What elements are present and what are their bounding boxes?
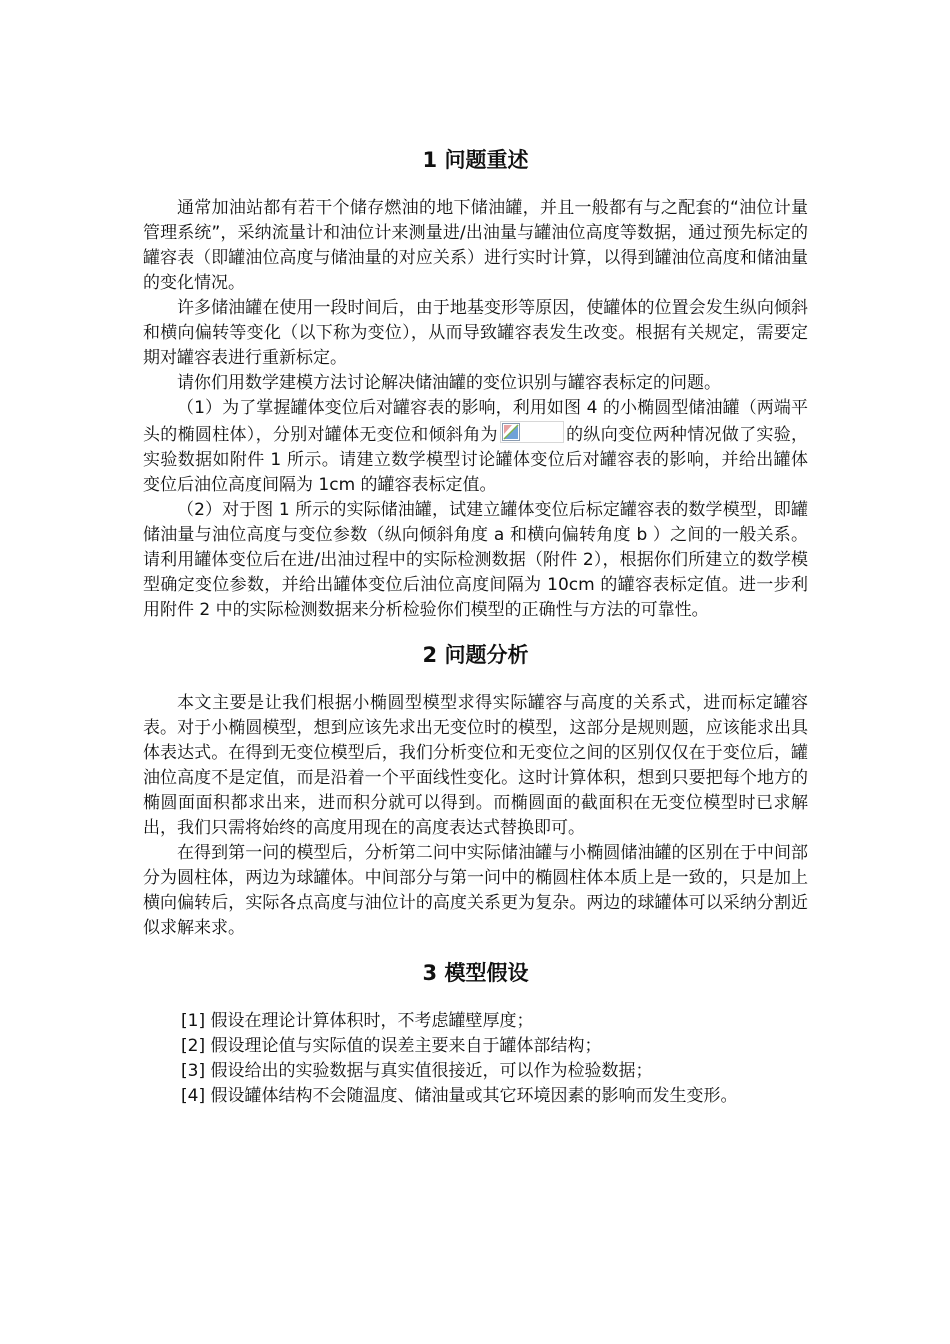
item-1-text-after: 的纵向变位两种情况做了实验，实验数据如附件 1 所示。请建立数学模型讨论罐体变位后对罐容表的影响，并给出罐体变位后油位高度间隔为 1cm 的罐容表标定值。 [143,425,809,495]
section-1-paragraph-2: 许多储油罐在使用一段时间后，由于地基变形等原因，使罐体的位置会发生纵向倾斜和横向偏转等变化（以下称为变位），从而导致罐容表发生改变。根据有关规定，需要定期对罐容表进行重新标定。 [143,298,808,368]
assumption-item-1: [1] 假设在理论计算体积时，不考虑罐壁厚度； [181,1011,534,1031]
section-1-item-1 [143,396,808,498]
section-1-paragraph-3: 请你们用数学建模方法讨论解决储油罐的变位识别与罐容表标定的问题。 [177,373,721,393]
item-1-text-before: （1）为了掌握罐体变位后对罐容表的影响，利用如图 4 的小椭圆型储油罐（两端平头的椭圆柱体），分别对罐体无变位和倾斜角为 [143,398,808,445]
section-1-heading: 1 问题重述 [422,148,529,172]
section-3-heading: 3 模型假设 [422,961,529,985]
section-1-item-2: （2）对于图 1 所示的实际储油罐，试建立罐体变位后标定罐容表的数学模型，即罐储油量与油位高度与变位参数（纵向倾斜角度 a 和横向偏转角度 b ）之间的一般关系。请利用罐体变位后在进/出油过程中的实际检测数据（附件 2），根据你们所建立的数学模型确定变位参数，并给出罐体变位后油位高度间隔为 10cm 的罐容表标定值。进一步利用附件 2 中的实际检测数据来分析检验你们模型的正确性与方法的可靠性。 [143,500,808,620]
section-2-heading: 2 问题分析 [422,643,529,667]
section-2-paragraph-1: 本文主要是让我们根据小椭圆型模型求得实际罐容与高度的关系式，进而标定罐容表。对于小椭圆模型，想到应该先求出无变位时的模型，这部分是规则题，应该能求出具体表达式。在得到无变位模型后，我们分析变位和无变位之间的区别仅仅在于变位后，罐油位高度不是定值，而是沿着一个平面线性变化。这时计算体积，想到只要把每个地方的椭圆面面积都求出来，进而积分就可以得到。而椭圆面的截面积在无变位模型时已求解出，我们只需将始终的高度用现在的高度表达式替换即可。 [143,693,808,838]
broken-image-icon [500,421,564,443]
section-2-paragraph-2: 在得到第一问的模型后，分析第二问中实际储油罐与小椭圆储油罐的区别在于中间部分为圆柱体，两边为球罐体。中间部分与第一问中的椭圆柱体本质上是一致的，只是加上横向偏转后，实际各点高度与油位计的高度关系更为复杂。两边的球罐体可以采纳分割近似求解来求。 [143,843,808,938]
assumption-item-4: [4] 假设罐体结构不会随温度、储油量或其它环境因素的影响而发生变形。 [181,1086,738,1106]
section-1-paragraph-1: 通常加油站都有若干个储存燃油的地下储油罐，并且一般都有与之配套的“油位计量管理系统”，采纳流量计和油位计来测量进/出油量与罐油位高度等数据，通过预先标定的罐容表（即罐油位高度与储油量的对应关系）进行实时计算，以得到罐油位高度和储油量的变化情况。 [143,198,808,293]
assumption-item-2: [2] 假设理论值与实际值的误差主要来自于罐体部结构； [181,1036,602,1056]
assumption-item-3: [3] 假设给出的实验数据与真实值很接近，可以作为检验数据； [181,1061,653,1081]
page-content [143,142,808,1109]
